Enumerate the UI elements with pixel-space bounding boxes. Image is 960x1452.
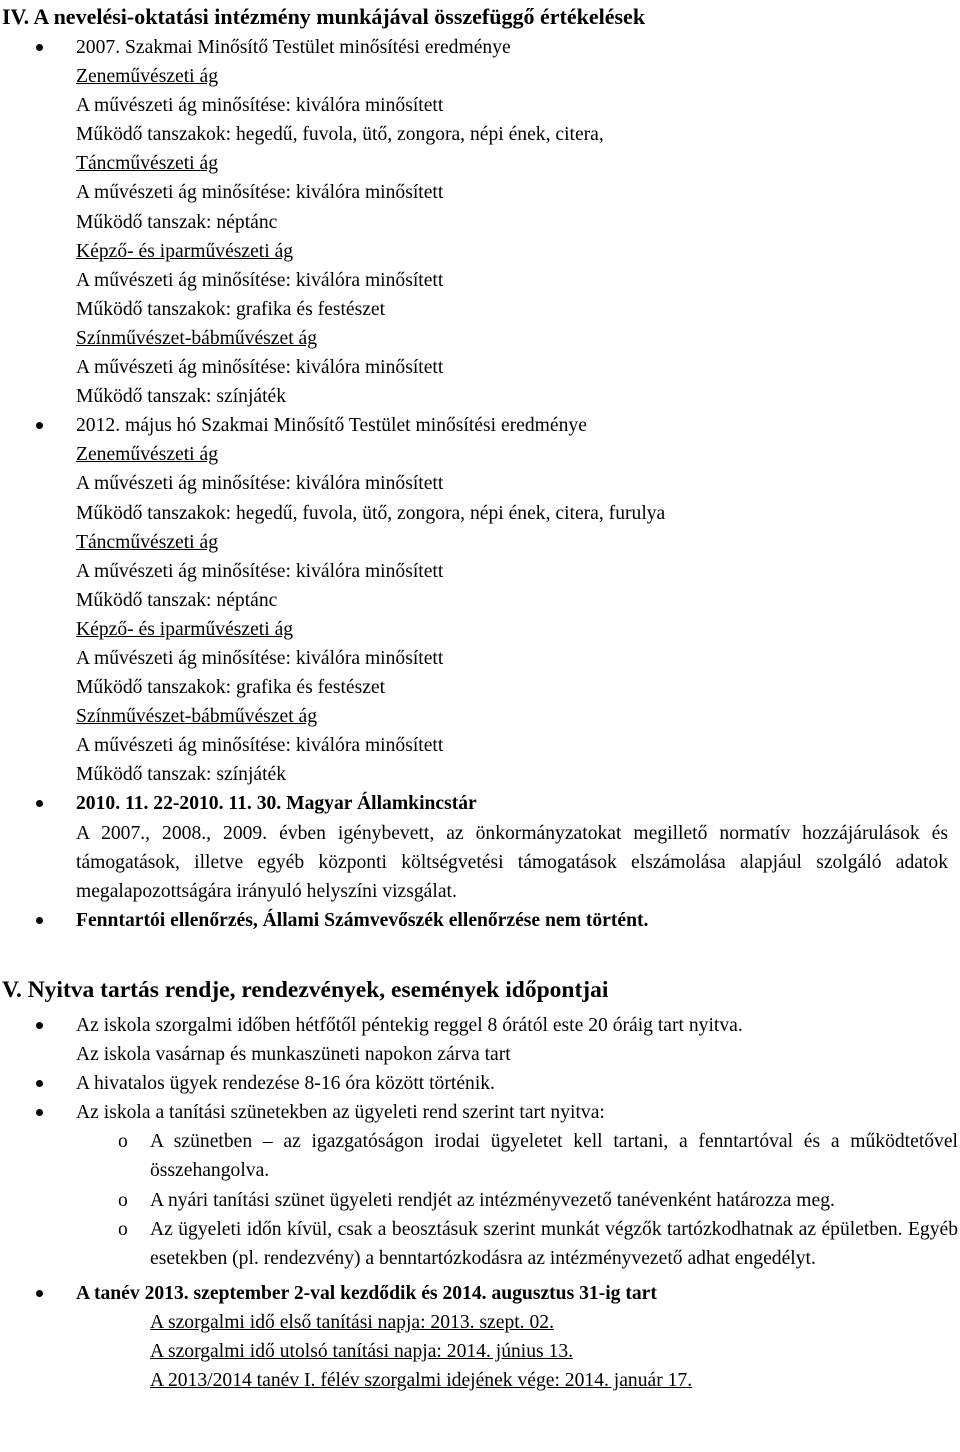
branch-rating: A művészeti ág minősítése: kiválóra minősített [76, 357, 444, 379]
branch-rating: A művészeti ág minősítése: kiválóra minősített [76, 560, 444, 582]
list-item [0, 1098, 960, 1127]
branch-depts: Működő tanszakok: grafika és festészet [76, 677, 386, 699]
branch-rating: A művészeti ág minősítése: kiválóra minősített [76, 473, 444, 495]
list-item [0, 1069, 960, 1098]
list-item [0, 411, 960, 789]
branch-depts: Működő tanszakok: hegedű, fuvola, ütő, zongora, népi ének, citera, furulya [76, 502, 666, 524]
semester-end: A 2013/2014 tanév I. félév szorgalmi idejének vége: 2014. január 17. [150, 1370, 693, 1392]
first-day: A szorgalmi idő első tanítási napja: 2013. szept. 02. [150, 1311, 554, 1333]
branch-name: Zeneművészeti ág [76, 66, 218, 88]
holiday-rule: Az iskola a tanítási szünetekben az ügyeleti rend szerint tart nyitva: [76, 1102, 605, 1124]
section-4-title: IV. A nevelési-oktatási intézmény munkájával összefüggő értékelések [2, 4, 646, 29]
date-line [0, 1308, 960, 1337]
sub-list-item [0, 1127, 960, 1185]
last-day: A szorgalmi idő utolsó tanítási napja: 2014. június 13. [150, 1341, 574, 1363]
sub-list-item [0, 1186, 960, 1215]
block-heading: 2012. május hó Szakmai Minősítő Testület minősítési eredménye [76, 415, 587, 437]
sub-item-text: o A nyári tanítási szünet ügyeleti rendjét az intézményvezető tanévenként határozza meg. [150, 1189, 835, 1211]
block-heading: 2007. Szakmai Minősítő Testület minősítési eredménye [76, 37, 511, 58]
branch-rating: A művészeti ág minősítése: kiválóra minősített [76, 182, 444, 204]
branch-name: Zeneművészeti ág [76, 444, 218, 466]
section-4-list [0, 33, 960, 935]
branch-depts: Működő tanszakok: hegedű, fuvola, ütő, zongora, népi ének, citera, [76, 124, 604, 146]
audit-heading: 2010. 11. 22-2010. 11. 30. Magyar Államkincstár [76, 793, 477, 815]
branch-rating: A művészeti ág minősítése: kiválóra minősített [76, 647, 444, 669]
date-line [0, 1366, 960, 1395]
branch-depts: Működő tanszak: színjáték [76, 386, 287, 408]
branch-name: Képző- és iparművészeti ág [76, 618, 294, 640]
opening-hours: Az iskola szorgalmi időben hétfőtől péntekig reggel 8 órától este 20 óráig tart nyitva. [76, 1015, 743, 1036]
branch-depts: Működő tanszakok: grafika és festészet [76, 298, 386, 320]
branch-name: Színművészet-bábművészet ág [76, 327, 318, 349]
school-year-heading: A tanév 2013. szeptember 2-val kezdődik és 2014. augusztus 31-ig tart [76, 1282, 657, 1304]
date-line [0, 1337, 960, 1366]
list-item [0, 1011, 960, 1069]
closed-days: Az iskola vasárnap és munkaszüneti napokon zárva tart [76, 1044, 511, 1066]
inspection-note: Fenntartói ellenőrzés, Állami Számvevőszék ellenőrzése nem történt. [76, 909, 649, 931]
branch-rating: A művészeti ág minősítése: kiválóra minősített [76, 735, 444, 757]
sub-list-item [0, 1215, 960, 1273]
sub-item-text: o Az ügyeleti időn kívül, csak a beosztásuk szerint munkát végzők tartózkodhatnak az épületben. Egyéb esetekben (pl. rendezvény) a benntartózkodásra az intézményvezető adhat engedélyt. [150, 1218, 958, 1269]
branch-name: Képző- és iparművészeti ág [76, 240, 294, 262]
office-hours: A hivatalos ügyek rendezése 8-16 óra között történik. [76, 1073, 495, 1095]
sub-item-text: o A szünetben – az igazgatóságon irodai ügyeletet kell tartani, a fenntartóval és a működtetővel összehangolva. [150, 1131, 958, 1182]
list-item [0, 1279, 960, 1308]
audit-text: A 2007., 2008., 2009. évben igénybevett, az önkormányzatokat megillető normatív hozzájárulások és támogatások, illetve egyéb központi költségvetési támogatások elszámolása alapjául szolgáló adatok megalapozottságára irányuló helyszíni vizsgálat. [76, 822, 948, 902]
list-item [0, 906, 960, 935]
branch-name: Táncművészeti ág [76, 531, 218, 553]
section-5-title: V. Nyitva tartás rendje, rendezvények, események időpontjai [2, 977, 609, 1003]
branch-name: Színművészet-bábművészet ág [76, 706, 318, 728]
branch-depts: Működő tanszak: színjáték [76, 764, 287, 786]
list-item [0, 789, 960, 905]
list-item [0, 33, 960, 411]
branch-rating: A művészeti ág minősítése: kiválóra minősített [76, 95, 444, 117]
branch-depts: Működő tanszak: néptánc [76, 211, 278, 233]
branch-name: Táncművészeti ág [76, 153, 218, 175]
branch-rating: A művészeti ág minősítése: kiválóra minősített [76, 269, 444, 291]
branch-depts: Működő tanszak: néptánc [76, 589, 278, 611]
section-5-list [0, 1011, 960, 1395]
